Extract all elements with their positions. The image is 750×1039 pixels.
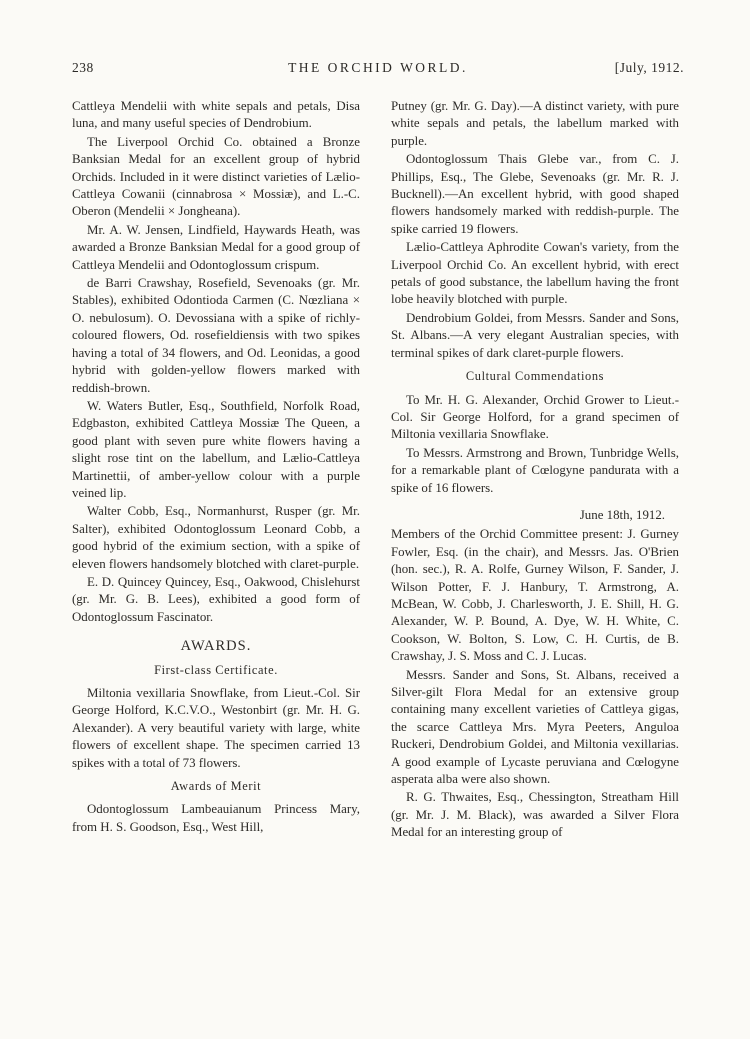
- paragraph: E. D. Quincey Quincey, Esq., Oakwood, Chislehurst (gr. Mr. G. B. Lees), exhibited a good form of Odontoglossum Fascinator.: [72, 574, 360, 624]
- awards-of-merit-heading: Awards of Merit: [170, 779, 262, 794]
- paragraph: Members of the Orchid Committee present: J. Gurney Fowler, Esq. (in the chair), and Messrs. Jas. O'Brien (hon. sec.), R. A. Rolfe, Gurney Wilson, F. Sander, J. Wilson Potter, F. J. Hanbury, T. Armstrong, A. McBean, W. Cobb, J. Charlesworth, J. E. Shill, H. G. Alexander, W. P. Bound, A. Dye, W. H. White, C. Cookson, W. Bolton, S. Low, C. H. Curtis, de B. Crawshay, J. S. Moss and C. J. Lucas.: [391, 527, 679, 664]
- paragraph: W. Waters Butler, Esq., Southfield, Norfolk Road, Edgbaston, exhibited Cattleya Mossiæ The Queen, a good plant with seven pure white flowers having a slight rose tint on the labellum, and Lælio-Cattleya Martinettii, of amber-yellow colour with a purple veined lip.: [72, 398, 360, 500]
- right-column: [391, 98, 679, 843]
- paragraph: Dendrobium Goldei, from Messrs. Sander and Sons, St. Albans.—A very elegant Australian species, with terminal spikes of dark claret-purple flowers.: [391, 310, 679, 360]
- paragraph: Lælio-Cattleya Aphrodite Cowan's variety, from the Liverpool Orchid Co. An excellent hybrid, with erect petals of good substance, the labellum having the front lobe heavily blotched with purple.: [391, 240, 679, 307]
- journal-title: THE ORCHID WORLD.: [288, 60, 468, 75]
- left-column: [72, 98, 360, 837]
- paragraph: The Liverpool Orchid Co. obtained a Bronze Banksian Medal for an excellent group of hybrid Orchids. Included in it were distinct varieties of Lælio-Cattleya Cowanii (cinnabrosa × Mossiæ), and L.-C. Oberon (Mendelii × Jongheana).: [72, 134, 360, 219]
- paragraph: Messrs. Sander and Sons, St. Albans, received a Silver-gilt Flora Medal for an extensive group containing many excellent varieties of Cattleya gigas, the scarce Cattleya Mrs. Myra Peeters, Anguloa Ruckeri, Dendrobium Goldei, and Miltonia vexillarias. A good example of Lycaste peruviana and Cœlogyne asperata alba were also shown.: [391, 667, 679, 787]
- issue-date: [July, 1912.: [614, 60, 684, 75]
- paragraph: Mr. A. W. Jensen, Lindfield, Haywards Heath, was awarded a Bronze Banksian Medal for a good group of Cattleya Mendelii and Odontoglossum crispum.: [72, 222, 360, 272]
- paragraph: To Messrs. Armstrong and Brown, Tunbridge Wells, for a remarkable plant of Cœlogyne pandurata with a spike of 16 flowers.: [391, 445, 679, 495]
- paragraph: Cattleya Mendelii with white sepals and petals, Disa luna, and many useful species of Dendrobium.: [72, 99, 360, 131]
- paragraph: Odontoglossum Lambeauianum Princess Mary, from H. S. Goodson, Esq., West Hill,: [72, 802, 360, 834]
- first-class-certificate-heading: First-class Certificate.: [154, 662, 278, 677]
- paragraph: de Barri Crawshay, Rosefield, Sevenoaks (gr. Mr. Stables), exhibited Odontioda Carmen (C. Nœzliana × O. nebulosum). O. Devossiana with a spike of richly-coloured flowers, Od. rosefieldiensis with two spikes having a total of 34 flowers, and Od. Leonidas, a good hybrid with golden-yellow flowers marked with reddish-brown.: [72, 276, 360, 395]
- paragraph: Odontoglossum Thais Glebe var., from C. J. Phillips, Esq., The Glebe, Sevenoaks (gr. Mr. R. J. Bucknell).—An excellent hybrid, with good shaped flowers handsomely marked with reddish-purple. The spike carried 19 flowers.: [391, 152, 679, 236]
- page-number: 238: [72, 60, 94, 75]
- paragraph: Putney (gr. Mr. G. Day).—A distinct variety, with pure white sepals and petals, the labellum marked with purple.: [391, 99, 679, 148]
- paragraph: Miltonia vexillaria Snowflake, from Lieut.-Col. Sir George Holford, K.C.V.O., Westonbirt (gr. Mr. H. G. Alexander). A very beautiful variety with large, white flowers of excellent shape. The specimen carried 13 spikes with a total of 73 flowers.: [72, 686, 360, 770]
- meeting-date: June 18th, 1912.: [579, 507, 665, 522]
- paragraph: To Mr. H. G. Alexander, Orchid Grower to Lieut.-Col. Sir George Holford, for a grand specimen of Miltonia vexillaria Snowflake.: [391, 392, 679, 442]
- cultural-commendations-heading: Cultural Commendations: [465, 369, 605, 384]
- paragraph: R. G. Thwaites, Esq., Chessington, Streatham Hill (gr. Mr. J. M. Black), was awarded a Silver Flora Medal for an interesting group of: [391, 790, 679, 840]
- paragraph: Walter Cobb, Esq., Normanhurst, Rusper (gr. Mr. Salter), exhibited Odontoglossum Leonard Cobb, a good hybrid of the eximium section, with a spike of eleven flowers handsomely blotched with claret-purple.: [72, 504, 360, 571]
- awards-heading: AWARDS.: [180, 638, 252, 655]
